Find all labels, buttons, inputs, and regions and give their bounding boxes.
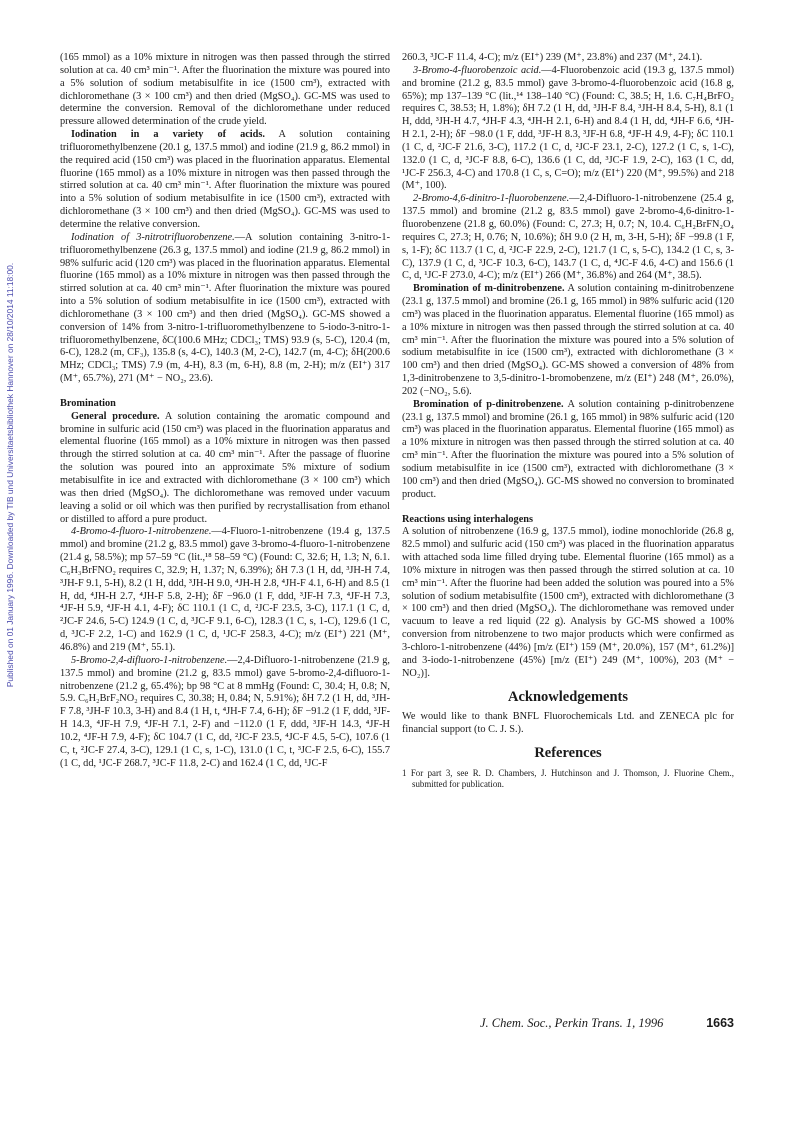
paragraph-lead: Bromination of p-dinitrobenzene. [413,398,564,410]
left-column [60,52,390,770]
page-number: 1663 [706,1016,734,1030]
paragraph-text: —4-Fluorobenzoic acid (19.3 g, 137.5 mmol) and bromine (21.2 g, 83.5 mmol) gave 3-bromo-4-fluorobenzoic acid (16.8 g, 65%); mp 137–139 °C (lit.,¹⁴ 138–140 °C) (Found: C, 38.5; H, 1.6. C₇H₄BrFO₂ requires C, 38.53; H, 1.8%); δH 7.2 (1 H, dd, ³JH-F 8.4, ³JH-H 8.4, 5-H), 8.1 (1 H, ddd, ³JH-H 4.7, ⁴JH-F 4.3, ⁴JH-H 2.1, 6-H) and 8.4 (1 H, dd, ⁴JH-F 6.6, ⁴JH-H 2.1, 2-H); δF −98.0 (1 F, ddd, ³JF-H 8.3, ³JF-H 6.8, ⁴JF-H 4.9, 4-F); δC 110.1 (1 C, d, ²JC-F 21.6, 3-C), 117.2 (1 C, d, ²JC-F 23.1, 2-C), 127.2 (1 C, s, 1-C), 132.0 (1 C, d, ³JC-F 8.8, 6-C), 136.6 (1 C, dd, ³JC-F 1.9, 2-C), 163 (1 C, dd, ¹JC-F 256.3, 4-C) and 170.8 (1 C, s, C=O); m/z (EI⁺) 220 (M⁺, 99.5%) and 218 (M⁺, 100). [402,64,734,192]
compound-name: 2-Bromo-4,6-dinitro-1-fluorobenzene. [413,193,570,205]
section-heading: Bromination [60,397,116,409]
page-footer [480,1016,734,1031]
paragraph-text: A solution of nitrobenzene (16.9 g, 137.5 mmol), iodine monochloride (26.8 g, 82.5 mmol) and sulfuric acid (150 cm³) was placed in the fluorination apparatus with attached soda lime filled drying tube. Elemental fluorine (165 mmol) as a 10% mixture in nitrogen was then passed through the stirred solution at ca. 10 cm³ min⁻¹. After the fluorine had been added the solution was poured into a 5% solution of sodium metabisulfite (1500 cm³), extracted with dichloromethane (3 × 100 cm³) and then dried (MgSO₄). The dichloromethane was removed under vacuum to leave a red liquid (22 g). Analysis by GC-MS showed a 100% conversion from nitrobenzene to two major products which were confirmed as 3-chloro-1-nitrobenzene (44%) [m/z (EI⁺) 159 (M⁺, 20.0%), 157 (M⁺, 61.2%)] and 3-iodo-1-nitrobenzene (45%) [m/z (EI⁺) 249 (M⁺, 100%), 203 (M⁺ − NO₂)]. [402,526,734,679]
paragraph-text: A solution containing p-dinitrobenzene (23.1 g, 137.5 mmol) and bromine (26.1 g, 165 mmol) in 98% sulfuric acid (120 cm³) was placed in the fluorination apparatus. Elemental fluorine (165 mmol) as a 10% mixture in nitrogen was then passed through the stirred solution at ca. 40 cm³ min⁻¹. After the fluorination the mixture was poured into a 5% solution of sodium metabisulfite in ice (1500 cm³), extracted with dichloromethane (3 × 100 cm³) and then dried (MgSO₄). GC-MS showed no conversion to brominated product. [402,398,735,500]
paragraph [60,232,390,386]
paragraph [402,283,734,399]
compound-name: 4-Bromo-4-fluoro-1-nitrobenzene. [71,526,212,538]
paragraph-text: A solution containing m-dinitrobenzene (23.1 g, 137.5 mmol) and bromine (26.1 g, 165 mmol) in 98% sulfuric acid (120 cm³) was placed in the fluorination apparatus. Elemental fluorine (165 mmol) as a 10% mixture in nitrogen was then passed through the stirred solution at ca. 40 cm³ min⁻¹. After the fluorination the mixture was poured into a 5% solution of sodium metabisulfite in ice (1500 cm³), extracted with dichloromethane (3 × 100 cm³) and then dried (MgSO₄). GC-MS showed a conversion of 48% from 1,3-dinitrobenzene to 3,5-dinitro-1-bromobenzene, m/z (EI⁺) 248 (M⁺, 26.0%), 202 (−NO₂, 5.6). [402,283,734,397]
reference-item: 1 For part 3, see R. D. Chambers, J. Hutchinson and J. Thomson, J. Fluorine Chem., submitted for publication. [402,767,734,789]
paragraph-lead: General procedure. [71,410,160,422]
paragraph [402,193,734,283]
paragraph [60,411,390,527]
compound-name: 5-Bromo-2,4-difluoro-1-nitrobenzene. [71,654,228,666]
paragraph-lead: Iodination in a variety of acids. [71,129,265,141]
paragraph [402,711,734,737]
paragraph [402,52,734,65]
section-heading: References [534,745,602,762]
paragraph [402,399,734,502]
paragraph-text: A solution containing trifluoromethylbenzene (20.1 g, 137.5 mmol) and iodine (21.9 g, 86.2 mmol) in the required acid (150 cm³) was placed in the fluorination apparatus. Elemental fluorine (165 mmol) as a 10% mixture in nitrogen was then passed through the stirred solution at ca. 40 cm³ min⁻¹. After fluorination the mixture was poured into a 5% solution of sodium metabisulfite in ice (1500 cm³), extracted with dichloromethane (3 × 100 cm³) and then dried (MgSO₄). GC-MS was used to determine the relative conversion. [60,129,390,230]
paragraph-text: (165 mmol) as a 10% mixture in nitrogen was then passed through the stirred solution at ca. 40 cm³ min⁻¹. After the fluorination the mixture was poured into a 5% solution of sodium metabisulfite in ice (1500 cm³), extracted with dichloromethane (3 × 100 cm³) and then dried (MgSO₄). GC-MS was used to determine the conversion. Removal of the dichloromethane under reduced pressure allowed determination of the crude yield. [60,52,390,128]
paragraph-text: —2,4-Difluoro-1-nitrobenzene (21.9 g, 137.5 mmol) and bromine (21.2 g, 83.5 mmol) gave 5-bromo-2,4-difluoro-1-nitrobenzene (21.2 g, 65.4%); bp 98 °C at 8 mmHg (Found: C, 30.4; H, 0.8; N, 5.9. C₆H₂BrF₂NO₂ requires C, 30.38; H, 0.84; N, 5.91%); δH 7.2 (1 H, dd, ³JH-F 7.8, ³JH-F 10.3, 3-H) and 8.4 (1 H, t, ⁴JH-F 7.4, 6-H); δF −91.2 (1 F, ddd, ³JF-H 14.3, ⁴JF-H 7.9, ⁴JF-H 7.1, 2-F) and −112.0 (1 F, ddd, ³JF-H 14.3, ⁴JF-H 10.2, ⁴JF-H 7.9, 4-F); δC 104.7 (1 C, dd, ²JC-F 23.5, ⁴JC-F 4.5, 5-C), 107.6 (1 C, t, ²JC-F 27.4, 3-C), 129.1 (1 C, s, 1-C), 131.0 (1 C, t, ³JC-F 2.5, 6-C), 155.7 (1 C, dd, ¹JC-F 268.7, ³JC-F 11.8, 2-C) and 162.4 (1 C, dd, ¹JC-F [60,654,390,769]
right-column [402,52,734,790]
paragraph [60,655,390,771]
paragraph-text: We would like to thank BNFL Fluorochemicals Ltd. and ZENECA plc for financial support (to C. J. S.). [402,711,734,736]
journal-citation: J. Chem. Soc., Perkin Trans. 1, 1996 [480,1016,664,1030]
download-notice-text: Published on 01 January 1996. Downloaded by TIB und Universitaetsbibliothek Hannover on 28/10/2014 11:18:00. [5,262,15,688]
section-gap [402,502,734,514]
paragraph-text: —2,4-Difluoro-1-nitrobenzene (25.4 g, 137.5 mmol) and bromine (21.2 g, 83.5 mmol) gave 2-bromo-4,6-dinitro-1-fluorobenzene (21.8 g, 60.0%) (Found: C, 27.3; H, 0.7; N, 10.4. C₆H₂BrFN₂O₄ requires C, 27.3; H, 0.76; N, 10.6%); δH 9.0 (2 H, m, 3-H, 5-H); δF −99.8 (1 F, s, 1-F); δC 113.7 (1 C, d, ²JC-F 22.9, 2-C), 121.7 (1 C, s, 5-C), 134.2 (1 C, s, 3-C), 137.9 (1 C, d, ³JC-F 10.3, 6-C), 143.7 (1 C, d, ⁴JC-F 4.6, 4-C) and 156.6 (1 C, d, ¹JC-F 273.0, 4-C); m/z (EI⁺) 266 (M⁺, 36.8%) and 264 (M⁺, 38.5). [402,193,734,282]
paragraph [60,526,390,654]
paragraph [402,526,734,680]
section-heading: Acknowledgements [507,688,629,705]
paragraph [60,129,390,232]
paragraph [402,65,734,193]
paragraph-text: —A solution containing 3-nitro-1-trifluoromethylbenzene (26.3 g, 137.5 mmol) and iodine (21.9 g, 86.2 mmol) in 98% sulfuric acid (120 cm³) was placed in the fluorination apparatus. Elemental fluorine (165 mmol) as a 10% mixture in nitrogen was then passed through the stirred solution at ca. 40 cm³ min⁻¹. After fluorination the mixture was poured into a 5% solution of sodium metabisulfite in ice (1500 cm³), extracted with dichloromethane (3 × 100 cm³) and then dried (MgSO₄). GC-MS showed a conversion of 14% from 3-nitro-1-trifluoromethylbenzene to 5-iodo-3-nitro-1-trifluoromethylbenzene, δC(100.6 MHz; CDCl₃; TMS) 93.9 (s, 5-C), 120.4 (m, 6-C), 128.2 (m, CF₃), 135.8 (s, 4-C), 140.3 (M, 2-C), 142.7 (m, 4-C); δH(200.6 MHz; CDCl₃; TMS) 7.9 (m, 4-H), 8.3 (m, 6-H), 8.8 (m, 2-H); m/z (EI⁺) 317 (M⁺, 65.7%), 271 (M⁺ − NO₂, 23.6). [60,231,390,385]
section-gap [60,386,390,398]
paragraph-text: 260.3, ³JC-F 11.4, 4-C); m/z (EI⁺) 239 (M⁺, 23.8%) and 237 (M⁺, 24.1). [402,52,703,63]
section-heading: Reactions using interhalogens [402,513,534,525]
paragraph-lead: Bromination of m-dinitrobenzene. [413,283,565,295]
paragraph-text: A solution containing the aromatic compound and bromine in sulfuric acid (150 cm³) was placed in the fluorination apparatus and elemental fluorine (165 mmol) as a 10% mixture in nitrogen was then passed through the stirred solution at ca. 40 cm³ min⁻¹. After the passage of fluorine the solution was poured into an approximate 5% mixture of sodium metabisulfite in ice and extracted with dichloromethane (3 × 100 cm³) which was then dried (MgSO₄). The dichloromethane was removed under vacuum leaving a solid or oil which was then purified by recrystallisation from ethanol or distilled to afford a pure product. [60,410,390,525]
paragraph [60,52,390,129]
paragraph-text: —4-Fluoro-1-nitrobenzene (19.4 g, 137.5 mmol) and bromine (21.2 g, 83.5 mmol) gave 3-bromo-4-fluoro-1-nitrobenzene (21.4 g, 58.5%); mp 57–59 °C (lit.,¹⁸ 58–59 °C) (Found: C, 32.6; H, 1.3; N, 6.1. C₆H₃BrFNO₂ requires C, 32.9; H, 1.37; N, 6.39%); δH 7.3 (1 H, dd, ³JH-H 7.4, ³JH-F 9.1, 5-H), 8.2 (1 H, ddd, ³JH-H 9.0, ⁴JH-H 2.8, ⁴JH-F 4.1, 6-H) and 8.5 (1 H, dd, ⁴JH-H 2.7, ⁴JH-F 5.8, 2-H); δF −96.0 (1 F, ddd, ³JF-H 7.3, ⁴JF-H 7.3, ⁴JF-H 5.9, ⁴JF-H 4.1, 4-F); δC 110.1 (1 C, d, ²JC-F 23.5, 3-C), 117.1 (1 C, d, ²JC-F 24.6, 5-C) 124.9 (1 C, d, ³JC-F 9.1, 6-C), 128.3 (1 C, s, 1-C), 129.6 (1 C, d, ³JC-F 2.2, 1-C) and 162.9 (1 C, d, ¹JC-F 258.3, 4-C); m/z (EI⁺) 221 (M⁺, 46.8%) and 219 (M⁺, 55.1). [60,526,390,653]
compound-name: 3-Bromo-4-fluorobenzoic acid. [413,64,542,76]
compound-name: Iodination of 3-nitrotrifluorobenzene. [71,231,235,243]
download-notice-sidebar [2,80,18,870]
